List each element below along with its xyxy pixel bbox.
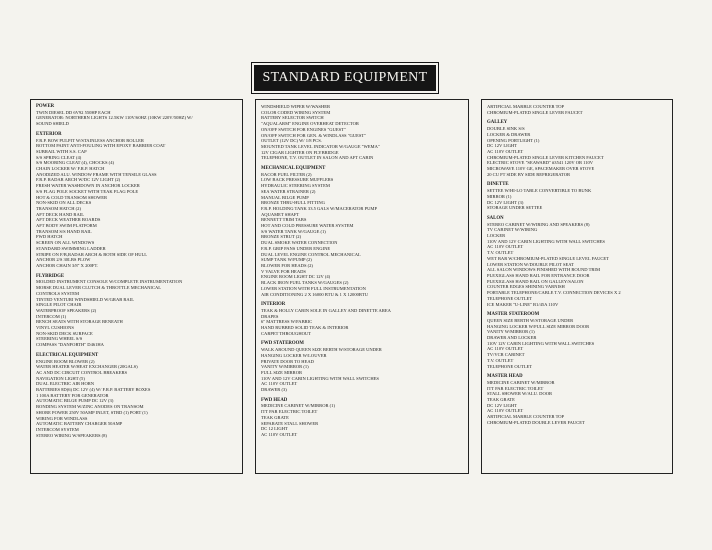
equipment-item: DC 12V LIGHT: [487, 143, 517, 149]
equipment-section: [261, 341, 463, 392]
equipment-item: AQUAMET SHAFT: [261, 211, 300, 217]
equipment-item: 110V 12V CABIN LIGHTING WITH WALL SWITCHES: [487, 340, 595, 346]
section-title: FWD HEAD: [261, 397, 288, 403]
equipment-item: AC AND DC CIRCUIT CONTROL BREAKERS: [36, 369, 128, 375]
equipment-item: LOWER STATION W/DOUBLE PILOT SEAT: [487, 261, 574, 267]
equipment-item: NAVIGATION LIGHT (5): [36, 375, 85, 381]
equipment-item: ENGINE ROOM BLOWER (2): [36, 358, 95, 364]
equipment-item: LOW BACK PRESSURE MUFFLERS: [261, 177, 334, 183]
equipment-item: TV CABINET W/WIRING: [487, 227, 538, 233]
equipment-section: [261, 166, 463, 297]
equipment-section: [487, 120, 667, 177]
equipment-item: ENGINE ROOM LIGHT DC 12V (4): [261, 274, 331, 280]
equipment-item: ARTIFICIAL MARBLE COUNTER TOP: [487, 414, 565, 420]
equipment-item: TRANSOM HATCH (2): [36, 205, 81, 211]
equipment-section: [261, 398, 463, 438]
equipment-item: DUAL ELECTRIC AIR HORN: [36, 381, 95, 387]
equipment-item: GENERATOR: NORTHERN LIGHTS 12.5KW 110V/60HZ (10KW 220V/50HZ) W/: [36, 115, 193, 121]
equipment-item: AFT DECK WEATHER BOARDS: [36, 217, 101, 223]
equipment-item: OPENING PORTLIGHT (1): [487, 137, 540, 143]
equipment-item: SCREEN ON ALL WINDOWS: [36, 240, 95, 246]
equipment-item: F.R.P. BOW PULPIT W/STAINLESS ANCHOR ROLLER: [36, 137, 144, 143]
equipment-item: DUAL LEVEL ENGINE CONTROL MECHANICAL: [261, 251, 361, 257]
equipment-item: DC 12 LIGHT: [261, 426, 288, 432]
equipment-section: [36, 353, 237, 439]
equipment-column-2: [255, 99, 469, 474]
equipment-item: ON/OFF SWITCH FOR GEN. & WINDLASS "GUEST": [261, 132, 367, 138]
equipment-item: NON-SKID ON ALL DECKS: [36, 200, 92, 206]
equipment-item: MOLDED INSTRUMENT CONSOLE W/COMPLETE INSTRUMENTATION: [36, 279, 183, 285]
equipment-item: BENNETT TRIM TABS: [261, 217, 307, 223]
equipment-item: BOTTOM PAINT ANTI-FOULING WITH EPOXY BARRIER COAT: [36, 143, 166, 149]
equipment-item: 1 100A BATTERY FOR GENERATOR: [36, 392, 109, 398]
equipment-item: F.R.P. HOLDING TANK 33.5 GALS W/MACERATOR PUMP: [261, 205, 377, 211]
section-title: MASTER HEAD: [487, 374, 523, 380]
equipment-item: AC 110V OUTLET: [487, 408, 524, 414]
equipment-item: NON-SKID DECK SURFACE: [36, 330, 93, 336]
equipment-item: SOUND SHIELD: [36, 121, 69, 127]
equipment-item: AFT DECK HAND RAIL: [36, 211, 85, 217]
equipment-item: CARPET THROUGHOUT: [261, 330, 311, 336]
equipment-item: ELECTRIC STOVE "SEAWARD" #3541 120V OR 110V: [487, 160, 594, 166]
equipment-item: MEDICINE CABINET W/MIRROR (1): [261, 403, 335, 409]
section-title: MASTER STATEROOM: [487, 312, 540, 318]
equipment-item: S/S FLAG POLE SOCKET WITH TEAK FLAG POLE: [36, 188, 139, 194]
equipment-item: STORAGE UNDER SETTEE: [487, 205, 543, 211]
equipment-section: [487, 216, 667, 307]
equipment-section: [36, 104, 237, 127]
equipment-item: PORTABLE TELEPHONE/CABLE T.V. CONNECTION DEVICES X 2: [487, 290, 621, 296]
equipment-item: T.V. OUTLET: [487, 357, 514, 363]
equipment-item: AFT BODY SWIM PLATFORM: [36, 223, 97, 229]
section-title: ELECTRICAL EQUIPMENT: [36, 352, 99, 358]
equipment-item: AC 110V OUTLET: [487, 148, 524, 154]
section-title: DINETTE: [487, 182, 509, 188]
equipment-item: TELEPHONE, T.V. OUTLET IN SALON AND AFT CABIN: [261, 155, 374, 161]
equipment-item: QUEEN SIZE BERTH W/STORAGE UNDER: [487, 317, 574, 323]
equipment-item: ITT PAR ELECTRIC TOILET: [487, 385, 544, 391]
equipment-item: MICROWAVE 110V GE, SPACEMAKER OVER STOVE: [487, 166, 595, 172]
equipment-item: STEERING WHEEL S/S: [36, 336, 83, 342]
equipment-item: DC 12V LIGHT (3): [487, 199, 524, 205]
equipment-item: STEREO WIRING W/SPEAKERS (8): [36, 432, 107, 438]
equipment-section: [36, 132, 237, 269]
equipment-item: HANGING LOCKER W/FULL SIZE MIRROR DOOR: [487, 323, 590, 329]
equipment-item: MIRROR (1): [487, 193, 512, 199]
equipment-item: ANODIZED ALU. WINDOW FRAME WITH TENSILE GLASS: [36, 171, 157, 177]
equipment-item: BRONZE STRUT (2): [261, 234, 302, 240]
section-title: FWD STATEROOM: [261, 341, 304, 347]
equipment-item: SINGLE PILOT CHAIR: [36, 302, 82, 308]
equipment-item: F.R.P. GRIP PANS UNDER ENGINE: [261, 245, 331, 251]
equipment-item: SEA WATER STRAINER (2): [261, 188, 316, 194]
equipment-item: CHROMIUM-PLATED SINGLE LEVER KITCHEN FAUCET: [487, 154, 604, 160]
equipment-item: DRAWER AND LOCKER: [487, 335, 537, 341]
equipment-item: BATTERIES 8D(6) DC 12V (4) W/ F.R.P. BATTERY BOXES: [36, 387, 151, 393]
equipment-item: T.V. OUTLET: [487, 250, 514, 256]
equipment-item: AC 110V OUTLET: [487, 244, 524, 250]
equipment-item: DRAWER (3): [261, 387, 287, 393]
equipment-item: ALL SALON WINDOWS FINISHED WITH ROUND TRIM: [487, 267, 600, 273]
equipment-item: 20 CU FT SIDE BY SIDE REFRIGERATOR: [487, 171, 571, 177]
equipment-item: BRONZE THRU-HULL FITTING: [261, 200, 325, 206]
equipment-item: 6" MATTRESS W/FABRIC: [261, 319, 313, 325]
equipment-item: TINTED VENTURI WINDSHIELD W/GRAB RAIL: [36, 296, 134, 302]
equipment-item: HANGING LOCKER W/LOUVER: [261, 352, 327, 358]
equipment-item: STALL SHOWER W/ALU. DOOR: [487, 391, 553, 397]
equipment-item: ARTIFICIAL MARBLE COUNTER TOP: [487, 104, 565, 109]
equipment-item: DOUBLE SINK S/S: [487, 126, 525, 132]
equipment-section: [487, 104, 667, 115]
equipment-item: BONDING SYSTEM W/ZINC ANODES ON TRANSOM: [36, 404, 144, 410]
equipment-item: BENCH SEATS WITH STORAGE BENEATH: [36, 319, 123, 325]
equipment-item: WATERPROOF SPEAKERS (2): [36, 307, 97, 313]
equipment-item: RACOR FUEL FILTER (2): [261, 171, 312, 177]
equipment-item: DRAPES: [261, 313, 279, 319]
equipment-item: FULL SIZE MIRROR: [261, 369, 303, 375]
equipment-item: S/S WATER TANK W/GAUGE (1): [261, 228, 326, 234]
equipment-item: WALK AROUND QUEEN SIZE BERTH W/STORAGE UNDER: [261, 347, 382, 353]
equipment-item: WINDSHIELD WIPER W/WASHER: [261, 104, 331, 109]
equipment-item: VANITY W/MIRROR (1): [487, 329, 535, 335]
equipment-item: TEAK GRATE: [261, 414, 289, 420]
equipment-item: "AQUALARM" ENGINE OVERHEAT DETECTOR: [261, 121, 359, 127]
equipment-item: ANCHOR 2/S 30LBS PLOW: [36, 257, 91, 263]
equipment-column-3: [481, 99, 673, 474]
equipment-item: HOT & COLD TRANSOM SHOWER: [36, 194, 108, 200]
equipment-item: VANITY W/MIRROR (1): [261, 364, 309, 370]
equipment-column-1: [30, 99, 243, 474]
equipment-item: AUTOMATIC BATTERY CHARGER 50AMP: [36, 421, 123, 427]
equipment-item: FWD HATCH: [36, 234, 63, 240]
equipment-item: 12V CIGAR LIGHTER ON FLYBRIDGE: [261, 149, 339, 155]
equipment-item: COUNTER EDGES SHINING VARNISH: [487, 284, 565, 290]
equipment-item: SHORE POWER 250V 50AMP INLET, STBD (1) PORT (1): [36, 409, 148, 415]
equipment-item: BATTERY SELECTOR SWITCH: [261, 115, 324, 121]
equipment-item: WIRING FOR WINDLASS: [36, 415, 88, 421]
equipment-item: S/S SPRING CLEAT (4): [36, 154, 82, 160]
equipment-item: ICE MAKER "U-LINE" B1/45A 110V: [487, 301, 559, 307]
equipment-item: CHAIN LOCKER W/ F.R.P. HATCH: [36, 166, 105, 172]
equipment-item: DC 12V LIGHT: [487, 402, 517, 408]
equipment-item: LOCKER: [487, 233, 506, 239]
equipment-item: TEAK GRATE: [487, 397, 515, 403]
section-title: FLYBRIDGE: [36, 273, 65, 279]
section-title: MECHANICAL EQUIPMENT: [261, 166, 326, 172]
equipment-item: FRESH WATER WASHDOWN IN ANCHOR LOCKER: [36, 183, 140, 189]
equipment-item: AC 110V OUTLET: [487, 346, 524, 352]
equipment-item: SUMP TANK W/PUMP (2): [261, 257, 312, 263]
equipment-item: COMPASS "DANFORTH" D461HA: [36, 342, 104, 348]
equipment-item: MOUNTED TANK LEVEL INDICATOR W/GAUGE "WEMA": [261, 143, 380, 149]
equipment-item: ON/OFF SWITCH FOR ENGINES "GUEST": [261, 126, 346, 132]
equipment-item: F.R.P. RADAR ARCH W/DC 12V LIGHT (2): [36, 177, 121, 183]
equipment-item: OUTLET (12V DC) W/ 1/8 PCS.: [261, 138, 322, 144]
equipment-item: 110V AND 12V CABIN LIGHTING WITH WALL SWITCHES: [261, 375, 379, 381]
equipment-item: DUAL SMOKE WATER CONNECTION: [261, 240, 338, 246]
equipment-item: INTERCOM (1): [36, 313, 67, 319]
equipment-item: TEAK & HOLLY CABIN SOLE IN GALLEY AND DINETTE AREA: [261, 307, 391, 313]
equipment-section: [487, 374, 667, 425]
equipment-item: S/S MOORING CLEAT (4), CHOCKS (4): [36, 160, 114, 166]
equipment-item: HOT AND COLD PRESSURE WATER SYSTEM: [261, 223, 354, 229]
equipment-item: SEPARATE STALL SHOWER: [261, 420, 319, 426]
equipment-item: HAND RUBBED SOLID TEAK & INTERIOR: [261, 325, 349, 331]
section-title: INTERIOR: [261, 302, 286, 308]
equipment-item: PLEXIGLASS HAND RAIL ON GALLEY/SALON: [487, 278, 584, 284]
equipment-item: CHROMIUM-PLATED DOUBLE LEVER FAUCET: [487, 419, 585, 425]
equipment-item: ANCHOR CHAIN 3/8" X 200FT.: [36, 262, 99, 268]
equipment-item: STRIPE ON F/B,RADAR ARCH & BOTH SIDE OF HULL: [36, 251, 148, 257]
equipment-item: WET BAR W/CHROMIUM-PLATED SINGLE LEVEL FAUCET: [487, 255, 609, 261]
equipment-item: AIR CONDITIONING 2 X 16000 BTU & 1 X 12000BTU: [261, 291, 368, 297]
equipment-item: TRANSOM S/S HAND RAIL: [36, 228, 92, 234]
equipment-item: COLOR CODED WIRING SYSTEM: [261, 109, 331, 115]
equipment-item: SUBRAIL WITH S.S. CAP: [36, 148, 87, 154]
equipment-item: V VALVE FOR HEADS: [261, 268, 306, 274]
equipment-item: LOCKER & DRAWER: [487, 131, 531, 137]
equipment-item: HYDRAULIC STEERING SYSTEM: [261, 183, 330, 189]
equipment-item: TV/VCR CABINET: [487, 352, 525, 358]
equipment-item: STANDARD SWIMMING LADDER: [36, 245, 106, 251]
equipment-item: SETTEE W/HI-LO TABLE CONVERTIBLE TO BUNK: [487, 188, 592, 194]
section-title: GALLEY: [487, 120, 508, 126]
equipment-item: VINYL CUSHIONS: [36, 325, 74, 331]
equipment-section: [487, 182, 667, 211]
equipment-section: [487, 312, 667, 369]
equipment-item: AUTOMATIC BILGE PUMP DC 12V (3): [36, 398, 114, 404]
page-title: STANDARD EQUIPMENT: [254, 65, 436, 91]
section-title: SALON: [487, 215, 504, 221]
equipment-item: BLACK IRON FUEL TANKS W/GAUGES (2): [261, 280, 349, 286]
equipment-section: [261, 104, 463, 161]
equipment-item: CHROMIUM-PLATED SINGLE LEVER FAUCET: [487, 109, 583, 115]
equipment-item: TELEPHONE OUTLET: [487, 363, 533, 369]
equipment-item: STEREO CABINET W/WIRING AND SPEAKERS (8): [487, 221, 590, 227]
equipment-item: MORSE DUAL LEVER CLUTCH & THROTTLE MECHANICAL: [36, 285, 162, 291]
equipment-section: [36, 274, 237, 348]
section-title: POWER: [36, 104, 55, 109]
equipment-item: TELEPHONE OUTLET: [487, 295, 533, 301]
section-title: EXTERIOR: [36, 131, 62, 137]
equipment-item: LOWER STATION WITH FULL INSTRUMENTATION: [261, 285, 366, 291]
equipment-item: BLOWER FOR HEADS (2): [261, 262, 313, 268]
equipment-item: ITT PAR ELECTRIC TOILET: [261, 409, 318, 415]
equipment-item: MANUAL BILGE PUMP: [261, 194, 309, 200]
equipment-section: [261, 302, 463, 336]
equipment-item: PLEXIGLASS HAND RAIL FOR ENTRANCE DOOR: [487, 272, 590, 278]
equipment-item: CONTROLS SYSTEM: [36, 290, 80, 296]
equipment-item: AC 110V OUTLET: [261, 431, 298, 437]
equipment-item: INTERCOM SYSTEM: [36, 426, 79, 432]
equipment-item: 110V AND 12V CABIN LIGHTING WITH WALL SWITCHES: [487, 238, 605, 244]
equipment-item: PRIVATE DOOR TO HEAD: [261, 358, 314, 364]
equipment-item: AC 110V OUTLET: [261, 381, 298, 387]
equipment-item: WATER HEATER W/HEAT EXCHANGER (20GALS): [36, 364, 138, 370]
equipment-item: TWIN DIESEL DD 6V92 550HP EACH: [36, 109, 111, 115]
equipment-item: MEDICINE CABINET W/MIRROR: [487, 379, 555, 385]
